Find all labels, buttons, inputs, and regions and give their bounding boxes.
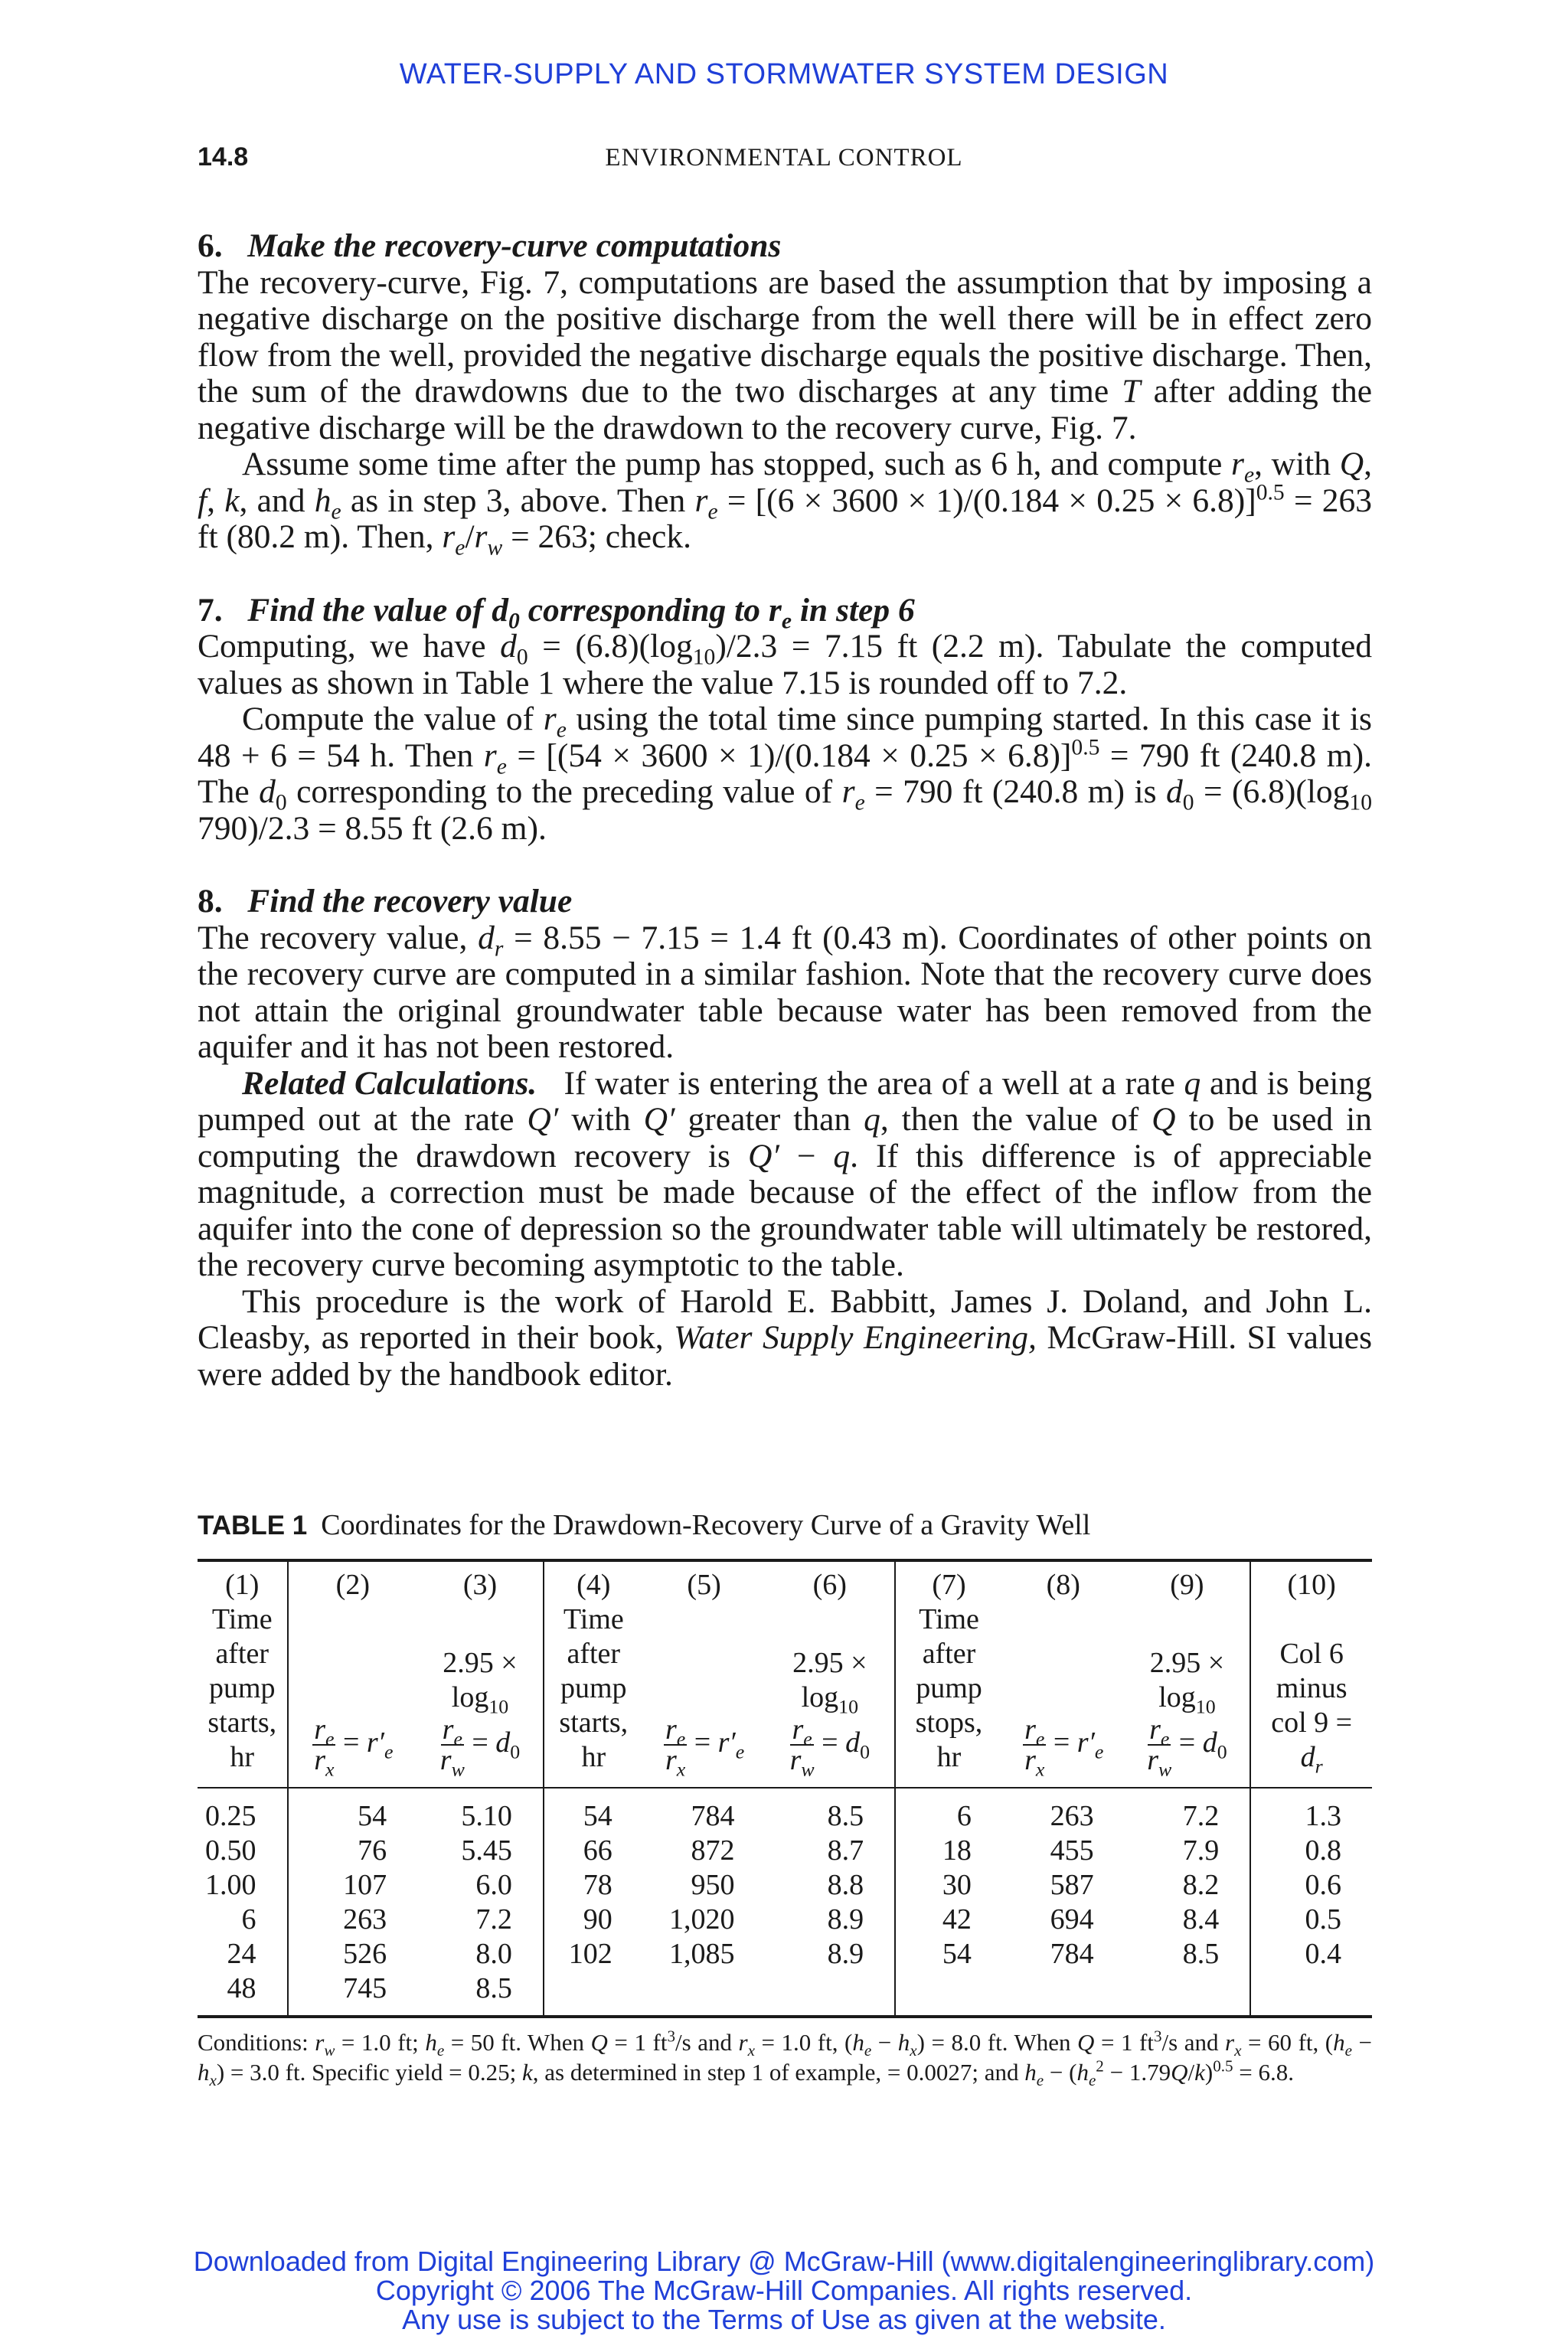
page-number: 14.8 <box>198 142 249 172</box>
table-cell: 587 <box>1050 1869 1094 1901</box>
col-header-1: (1) Time after pump starts, hr <box>198 1560 288 1788</box>
step-6-paragraph-1: The recovery-curve, Fig. 7, computations are based the assumption that by imposing a negative discharge on the positive discharge from the well there will be in effect zero flow from the well, provided the negative discharge equals the positive discharge. Then, the sum of the drawdowns due to the two discharges at any time T after adding the negative discharge will be the drawdown to the recovery curve, Fig. 7. <box>198 263 1372 446</box>
table-cell: 1,085 <box>668 1938 735 1970</box>
table-cell: 0.8 <box>1305 1834 1341 1867</box>
step-8-heading: 8. Find the recovery value <box>198 883 573 920</box>
footer-copyright-link[interactable]: Copyright © 2006 The McGraw-Hill Companies. All rights reserved. <box>375 2275 1193 2306</box>
table-cell: 950 <box>691 1869 735 1901</box>
table-cell: 54 <box>358 1800 387 1832</box>
col-header-3: (3) 2.95 × $\log_{10}$ $\frac{r_e}{r_w}$ = $d_0$ <box>417 1560 544 1788</box>
col-header-10: (10) Col 6 minus col 9 = $d_r$ <box>1250 1560 1372 1788</box>
table-row <box>198 1971 1372 2017</box>
table-cell: 263 <box>343 1903 387 1936</box>
table-cell: 78 <box>583 1869 612 1901</box>
table-cell: 0.6 <box>1305 1869 1341 1901</box>
footer-download-link[interactable]: Downloaded from Digital Engineering Library @ McGraw-Hill (www.digitalengineeringlibrary.com) <box>193 2246 1375 2277</box>
footer-terms-link[interactable]: Any use is subject to the Terms of Use as given at the website. <box>402 2304 1166 2335</box>
table-cell: 8.5 <box>417 1971 544 2017</box>
table-cell: 107 <box>343 1869 387 1901</box>
table-cell: 7.2 <box>1125 1788 1251 1834</box>
table-cell: 0.50 <box>198 1834 288 1868</box>
table-cell: 745 <box>343 1972 387 2004</box>
table-cell: 8.4 <box>1125 1903 1251 1937</box>
running-head: ENVIRONMENTAL CONTROL <box>605 144 963 172</box>
table-cell: 76 <box>358 1834 387 1867</box>
table-cell: 5.45 <box>417 1834 544 1868</box>
col-header-4: (4) Time after pump starts, hr <box>544 1560 643 1788</box>
table-caption: TABLE 1 Coordinates for the Drawdown-Recovery Curve of a Gravity Well <box>198 1509 1091 1541</box>
table-cell: 54 <box>583 1800 612 1832</box>
table-cell: 6 <box>956 1800 972 1832</box>
table-cell: 694 <box>1050 1903 1094 1936</box>
table-cell <box>544 1971 643 2017</box>
footer <box>0 2247 1568 2334</box>
step-7-paragraph-2: Compute the value of $r_e$ using the total time since pumping started. In this case it is 48 + 6 = 54 h. Then $r_e = [(54 \times 3600 \times 1)/(0.184 \times 0.25 \times 6.8)]^{0.5} = 790$ ft (240.8 m). The $d_0$ corresponding to the preceding value of $r_e = 790$ ft (240.8 m) is $d_0 = (6.8)(\log_{10}$ 790)/2.3 = 8.55 ft (2.6 m). <box>198 701 1372 847</box>
table-cell: 7.9 <box>1125 1834 1251 1868</box>
table-cell: 1,020 <box>668 1903 735 1936</box>
table-cell: 0.25 <box>198 1788 288 1834</box>
top-banner-link[interactable]: WATER-SUPPLY AND STORMWATER SYSTEM DESIGN <box>399 58 1169 90</box>
table-cell: 102 <box>568 1938 612 1970</box>
table-cell <box>1125 1971 1251 2017</box>
table-row <box>198 1903 1372 1937</box>
table-cell: 8.5 <box>1125 1937 1251 1971</box>
table-cell: 784 <box>691 1800 735 1832</box>
related-calculations-paragraph: Related Calculations. If water is entering the area of a well at a rate q and is being pumped out at the rate Q′ with Q′ greater than q, then the value of Q to be used in computing the drawdown recovery is Q′ − q. If this difference is of appreciable magnitude, a correction must be made because of the effect of the inflow from the aquifer into the cone of depression so the groundwater table will ultimately be restored, the recovery curve becoming asymptotic to the table. <box>198 1064 1373 1283</box>
col-header-5: (5) $\frac{r_e}{r_x}$ = $r'_e$ <box>643 1560 766 1788</box>
table-cell: 90 <box>583 1903 612 1936</box>
table-row <box>198 1868 1372 1903</box>
table-cell: 6.0 <box>417 1868 544 1903</box>
table-cell: 1.3 <box>1305 1800 1341 1832</box>
table-cell: 5.10 <box>417 1788 544 1834</box>
table-cell <box>643 1971 766 2017</box>
table-row <box>198 1788 1372 1834</box>
table-cell <box>895 1971 1002 2017</box>
step-6-paragraph-2: Assume some time after the pump has stopped, such as 6 h, and compute $r_e$, with Q, f, k, and $h_e$ as in step 3, above. Then $r_e = [(6 \times 3600 \times 1)/(0.184 \times 0.25 \times 6.8)]^{0.5} = 263$ ft (80.2 m). Then, $r_e/r_w = 263$; check. <box>198 446 1373 560</box>
table-cell: 8.9 <box>765 1937 895 1971</box>
table-cell: 30 <box>942 1869 972 1901</box>
attribution-paragraph: This procedure is the work of Harold E. Babbitt, James J. Doland, and John L. Cleasby, as reported in their book, Water Supply Engineering, McGraw-Hill. SI values were added by the handbook editor. <box>198 1282 1373 1393</box>
table-footnote: Conditions: $r_w = 1.0$ ft; $h_e = 50$ ft. When Q = 1 $ft^3/s$ and $r_x = 1.0$ ft, $(h_e - h_x) = 8.0$ ft. When Q = 1 $ft^3/s$ and $r_x = 60$ ft, $(h_e - h_x) = 3.0$ ft. Specific yield = 0.25; k, as determined in step 1 of example, = 0.0027; and $h_e - (h_e^2 - 1.79Q/k)^{0.5} = 6.8$. <box>198 2027 1373 2090</box>
table-cell <box>1002 1971 1125 2017</box>
table-cell: 42 <box>942 1903 972 1936</box>
step-7-paragraph-1: Computing, we have $d_0 = (6.8)(\log_{10})/2.3 = 7.15$ ft (2.2 m). Tabulate the computed values as shown in Table 1 where the value 7.15 is rounded off to 7.2. <box>198 628 1372 701</box>
col-header-6: (6) 2.95 × $\log_{10}$ $\frac{r_e}{r_w}$ = $d_0$ <box>765 1560 895 1788</box>
col-header-9: (9) 2.95 × $\log_{10}$ $\frac{r_e}{r_w}$ = $d_0$ <box>1125 1560 1251 1788</box>
table-cell: 8.0 <box>417 1937 544 1971</box>
step-8-paragraph-1: The recovery value, $d_r = 8.55 - 7.15 = 1.4$ ft (0.43 m). Coordinates of other points on the recovery curve are computed in a similar fashion. Note that the recovery curve does not attain the original groundwater table because water has been removed from the aquifer and it has not been restored. <box>198 919 1372 1065</box>
table-cell: 263 <box>1050 1800 1094 1832</box>
step-7-heading: 7. Find the value of $d_0$ corresponding to $r_e$ in step 6 <box>198 591 915 634</box>
step-6-heading: 6. Make the recovery-curve computations <box>198 227 782 264</box>
table-cell <box>1250 1971 1372 2017</box>
col-header-8: (8) $\frac{r_e}{r_x}$ = $r'_e$ <box>1002 1560 1125 1788</box>
table-cell: 54 <box>942 1938 972 1970</box>
table-cell: 784 <box>1050 1938 1094 1970</box>
table-cell: 18 <box>942 1834 972 1867</box>
table-cell: 7.2 <box>417 1903 544 1937</box>
table-cell: 0.4 <box>1305 1938 1341 1970</box>
table-row <box>198 1937 1372 1971</box>
table-cell: 66 <box>583 1834 612 1867</box>
table-cell <box>765 1971 895 2017</box>
table-header-row <box>198 1560 1372 1788</box>
table-cell: 872 <box>691 1834 735 1867</box>
col-header-2: (2) $\frac{r_e}{r_x}$ = $r'_e$ <box>288 1560 418 1788</box>
table-cell: 8.7 <box>765 1834 895 1868</box>
table-cell: 48 <box>198 1971 288 2017</box>
table-cell: 1.00 <box>198 1868 288 1903</box>
table-cell: 8.8 <box>765 1868 895 1903</box>
table-cell: 8.9 <box>765 1903 895 1937</box>
table-cell: 455 <box>1050 1834 1094 1867</box>
table-cell: 6 <box>198 1903 288 1937</box>
table-cell: 0.5 <box>1305 1903 1341 1936</box>
table-cell: 8.2 <box>1125 1868 1251 1903</box>
data-table <box>198 1559 1372 2018</box>
col-header-7: (7) Time after pump stops, hr <box>895 1560 1002 1788</box>
table-cell: 24 <box>198 1937 288 1971</box>
table-cell: 526 <box>343 1938 387 1970</box>
table-cell: 8.5 <box>765 1788 895 1834</box>
body-text <box>198 228 1372 1393</box>
table-row <box>198 1834 1372 1868</box>
